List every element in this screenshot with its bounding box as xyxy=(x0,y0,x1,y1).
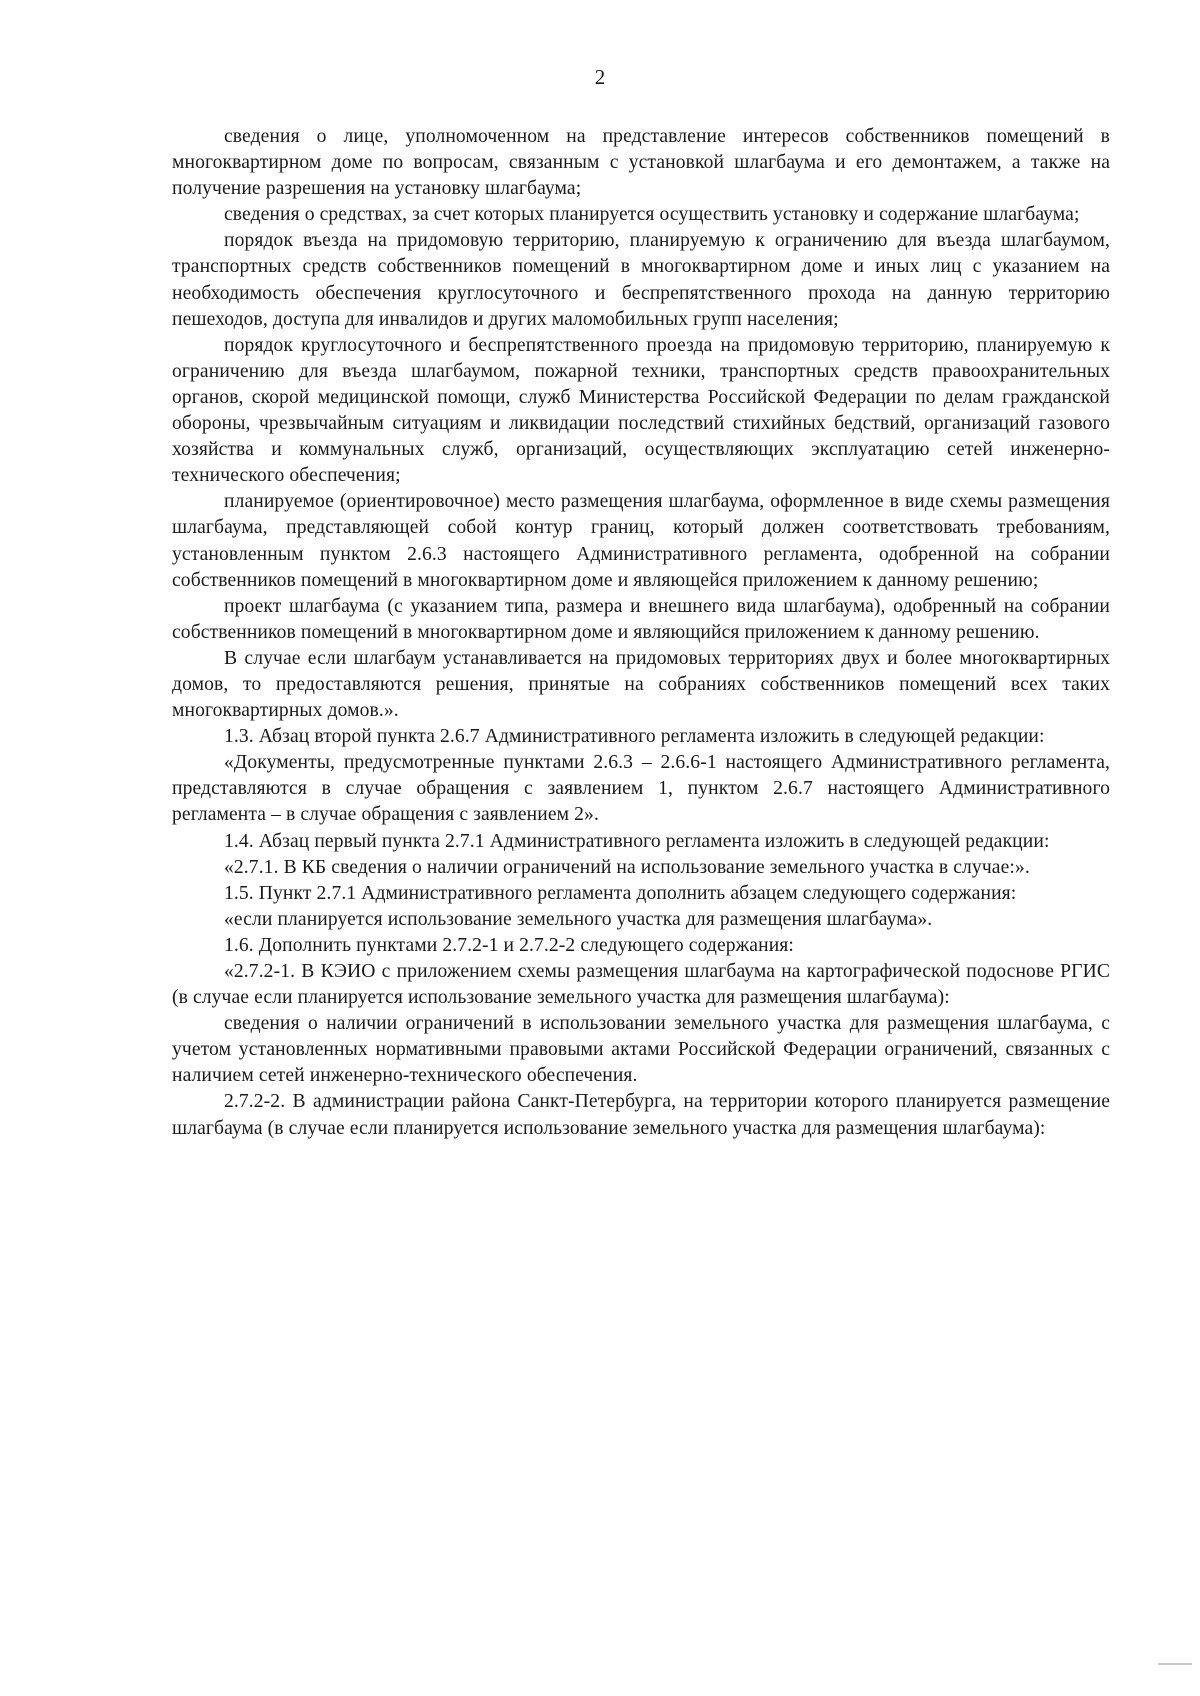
paragraph-8: 1.3. Абзац второй пункта 2.6.7 Административного регламента изложить в следующей редакции: xyxy=(224,726,1045,748)
paragraph-3: порядок въезда на придомовую территорию, планируемую к ограничению для въезда шлагбаумом, транспортных средств собственников помещений в многоквартирном доме и иных лиц с указанием на необходимость обеспечения круглосуточного и беспрепятственного прохода на данную территорию пешеходов, доступа для инвалидов и других маломобильных групп населения; xyxy=(172,230,1110,330)
paragraph-10: 1.4. Абзац первый пункта 2.7.1 Административного регламента изложить в следующей редакции: xyxy=(224,830,1050,852)
paragraph-14: 1.6. Дополнить пунктами 2.7.2-1 и 2.7.2-2 следующего содержания: xyxy=(224,934,794,956)
paragraph-9: «Документы, предусмотренные пунктами 2.6.3 – 2.6.6-1 настоящего Административного регламента, представляются в случае обращения с заявлением 1, пунктом 2.6.7 настоящего Административного регламента – в случае обращения с заявлением 2». xyxy=(172,752,1110,826)
paragraph-2: сведения о средствах, за счет которых планируется осуществить установку и содержание шлагбаума; xyxy=(224,204,1080,226)
paragraph-11: «2.7.1. В КБ сведения о наличии ограничений на использование земельного участка в случае:». xyxy=(224,856,1030,878)
scan-edge-mark xyxy=(1158,1663,1192,1665)
page-number: 2 xyxy=(594,65,606,89)
paragraph-7: В случае если шлагбаум устанавливается на придомовых территориях двух и более многоквартирных домов, то предоставляются решения, принятые на собраниях собственников помещений всех таких многоквартирных домов.». xyxy=(172,647,1110,722)
paragraph-13: «если планируется использование земельного участка для размещения шлагбаума». xyxy=(224,908,933,930)
paragraph-12: 1.5. Пункт 2.7.1 Административного регламента дополнить абзацем следующего содержания: xyxy=(224,882,1017,904)
paragraph-15: «2.7.2-1. В КЭИО с приложением схемы размещения шлагбаума на картографической подоснове РГИС (в случае если планируется использование земельного участка для размещения шлагбаума): xyxy=(172,961,1110,1009)
paragraph-17: 2.7.2-2. В администрации района Санкт-Петербурга, на территории которого планируется размещение шлагбаума (в случае если планируется использование земельного участка для размещения шлагбаума): xyxy=(172,1091,1110,1139)
document-body xyxy=(172,124,1110,1142)
paragraph-1: сведения о лице, уполномоченном на представление интересов собственников помещений в многоквартирном доме по вопросам, связанным с установкой шлагбаума и его демонтажем, а также на получение разрешения на установку шлагбаума; xyxy=(172,126,1110,200)
paragraph-6: проект шлагбаума (с указанием типа, размера и внешнего вида шлагбаума), одобренный на собрании собственников помещений в многоквартирном доме и являющийся приложением к данному решению. xyxy=(172,595,1110,643)
paragraph-16: сведения о наличии ограничений в использовании земельного участка для размещения шлагбаума, с учетом установленных нормативными правовыми актами Российской Федерации ограничений, связанных с наличием сетей инженерно-технического обеспечения. xyxy=(172,1013,1110,1087)
paragraph-4: порядок круглосуточного и беспрепятственного проезда на придомовую территорию, планируемую к ограничению для въезда шлагбаумом, пожарной техники, транспортных средств правоохранительных органов, скорой медицинской помощи, служб Министерства Российской Федерации по делам гражданской обороны, чрезвычайным ситуациям и ликвидации последствий стихийных бедствий, организаций газового хозяйства и коммунальных служб, организаций, осуществляющих эксплуатацию сетей инженерно-технического обеспечения; xyxy=(172,334,1110,487)
paragraph-5: планируемое (ориентировочное) место размещения шлагбаума, оформленное в виде схемы размещения шлагбаума, представляющей собой контур границ, который должен соответствовать требованиям, установленным пунктом 2.6.3 настоящего Административного регламента, одобренной на собрании собственников помещений в многоквартирном доме и являющейся приложением к данному решению; xyxy=(172,491,1110,591)
